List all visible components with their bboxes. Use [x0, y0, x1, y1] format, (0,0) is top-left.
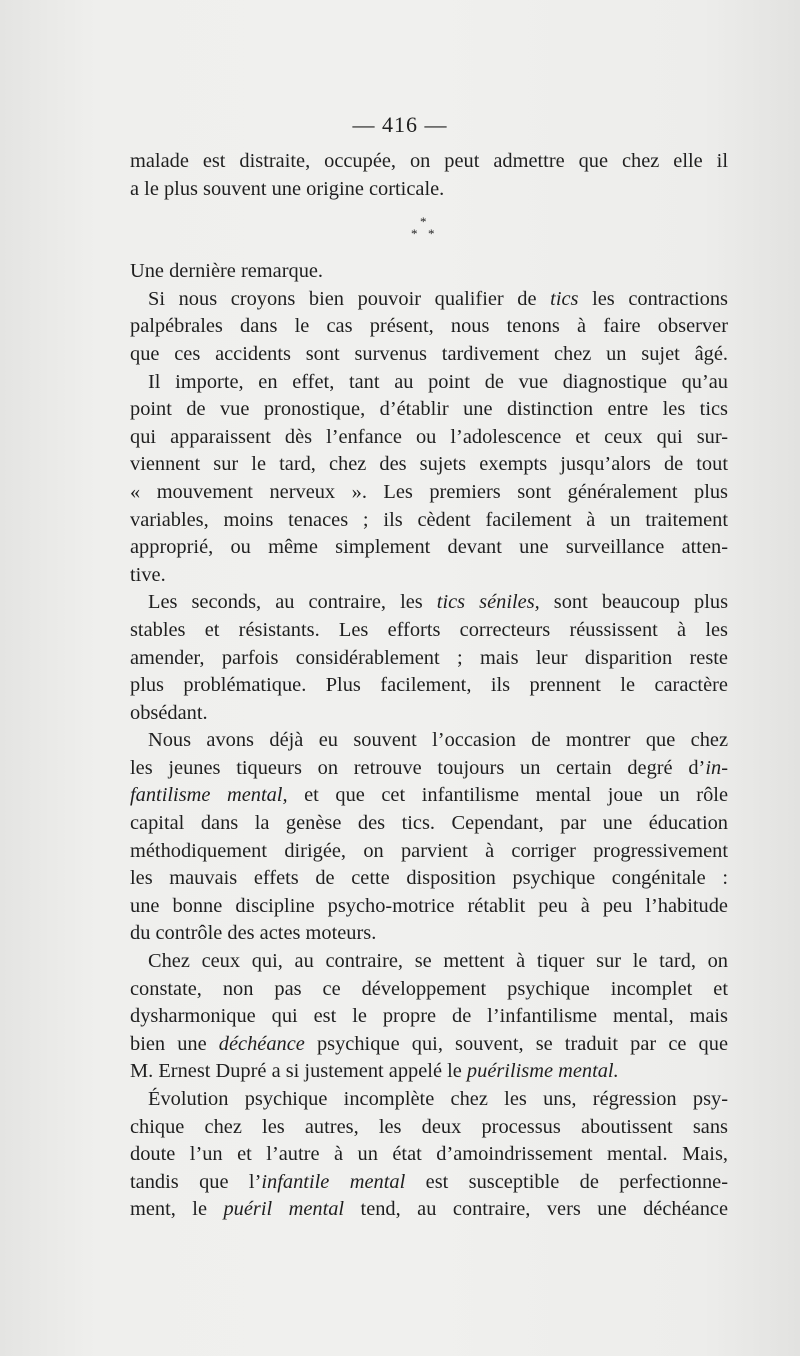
text-line: ment, le puéril mental tend, au contraire, vers une déchéance	[130, 1198, 728, 1221]
text-line: Il importe, en effet, tant au point de vue diagnostique qu’au	[148, 370, 728, 393]
asterisk-icon: *	[428, 226, 435, 242]
text-line: obsédant.	[130, 701, 208, 724]
text-line: fantilisme mental, et que cet infantilisme mental joue un rôle	[130, 784, 728, 807]
text-line: chique chez les autres, les deux processus aboutissent sans	[130, 1115, 728, 1138]
text-line: plus problématique. Plus facilement, ils prennent le caractère	[130, 674, 728, 697]
text-line: Si nous croyons bien pouvoir qualifier de tics les contractions	[148, 287, 728, 310]
text-line: palpébrales dans le cas présent, nous tenons à faire observer	[130, 315, 728, 338]
text-line: les mauvais effets de cette disposition psychique congénitale :	[130, 867, 728, 890]
page-number: — 416 —	[352, 112, 448, 137]
text-line: Évolution psychique incomplète chez les uns, régression psy-	[148, 1088, 728, 1110]
text-line: tandis que l’infantile mental est susceptible de perfectionne-	[130, 1170, 728, 1193]
text-line: tive.	[130, 563, 166, 586]
text-line: malade est distraite, occupée, on peut admettre que chez elle il	[130, 150, 728, 172]
text-line: point de vue pronostique, d’établir une distinction entre les tics	[130, 398, 728, 421]
text-line: les jeunes tiqueurs on retrouve toujours un certain degré d’in-	[130, 756, 728, 779]
text-line: stables et résistants. Les efforts correcteurs réussissent à les	[130, 618, 728, 641]
section-separator	[130, 203, 728, 258]
text-line: Chez ceux qui, au contraire, se mettent à tiquer sur le tard, on	[148, 950, 728, 973]
text-line: a le plus souvent une origine corticale.	[130, 177, 445, 200]
asterisk-icon: *	[411, 226, 418, 242]
text-line: une bonne discipline psycho-motrice rétablit peu à peu l’habitude	[130, 894, 728, 917]
text-line: qui apparaissent dès l’enfance ou l’adolescence et ceux qui sur-	[130, 425, 728, 448]
text-line: dysharmonique qui est le propre de l’infantilisme mental, mais	[130, 1005, 728, 1028]
text-line: viennent sur le tard, chez des sujets exempts jusqu’alors de tout	[130, 453, 728, 476]
text-line: variables, moins tenaces ; ils cèdent facilement à un traitement	[130, 508, 728, 531]
text-line: que ces accidents sont survenus tardivement chez un sujet âgé.	[130, 342, 728, 365]
text-line: Les seconds, au contraire, les tics séniles, sont beaucoup plus	[148, 591, 729, 614]
text-line: capital dans la genèse des tics. Cependant, par une éducation	[130, 812, 728, 835]
body-text	[130, 148, 728, 1224]
text-line: constate, non pas ce développement psychique incomplet et	[130, 977, 728, 1000]
text-line: M. Ernest Dupré a si justement appelé le puérilisme mental.	[130, 1060, 619, 1083]
text-line: doute l’un et l’autre à un état d’amoindrissement mental. Mais,	[130, 1143, 728, 1166]
text-line: amender, parfois considérablement ; mais leur disparition reste	[130, 646, 728, 669]
text-line: « mouvement nerveux ». Les premiers sont généralement plus	[130, 480, 728, 503]
text-line: Nous avons déjà eu souvent l’occasion de montrer que chez	[148, 729, 728, 752]
text-line: méthodiquement dirigée, on parvient à corriger progressivement	[130, 839, 728, 862]
text-line: Une dernière remarque.	[130, 260, 324, 283]
text-line: du contrôle des actes moteurs.	[130, 922, 377, 945]
text-line: bien une déchéance psychique qui, souvent, se traduit par ce que	[130, 1032, 728, 1055]
text-line: approprié, ou même simplement devant une surveillance atten-	[130, 536, 728, 559]
asterisk-icon: *	[420, 214, 427, 230]
